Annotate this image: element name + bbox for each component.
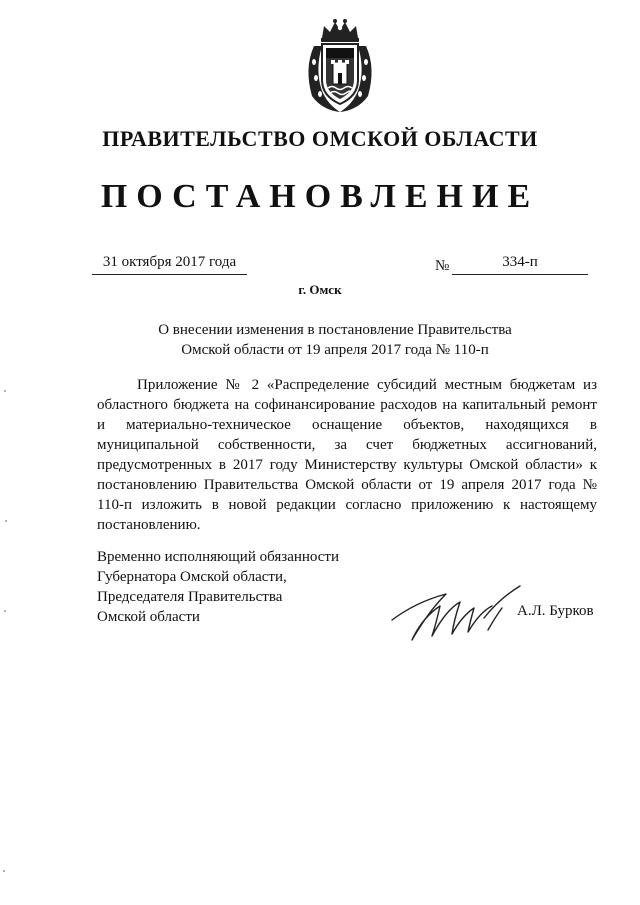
scan-speck <box>5 520 7 522</box>
document-number: 334-п <box>452 254 588 275</box>
government-name: ПРАВИТЕЛЬСТВО ОМСКОЙ ОБЛАСТИ <box>102 126 538 151</box>
signatory-line-1: Временно исполняющий обязанности <box>97 549 340 565</box>
subject-line-1: О внесении изменения в постановление Правительства <box>158 322 512 338</box>
scan-speck <box>4 610 6 612</box>
signatory-line-3: Председателя Правительства <box>97 589 283 605</box>
document-date: 31 октября 2017 года <box>92 254 247 275</box>
signatory-line-4: Омской области <box>97 609 200 625</box>
scan-speck <box>4 390 6 392</box>
body-paragraph: Приложение № 2 «Распределение субсидий местным бюджетам из областного бюджета на софинансирование расходов на капитальный ремонт и материально-техническое оснащение объектов, находящихся в муниципальной собственности, за счет бюджетных ассигнований, предусмотренных в 2017 году Министерству культуры Омской области» к постановлению Правительства Омской области от 19 апреля 2017 года № 110-п изложить в новой редакции согласно приложению к настоящему постановлению. <box>97 377 597 533</box>
signer-name: А.Л. Бурков <box>517 603 594 619</box>
document-number-label: № <box>435 258 450 274</box>
handwritten-signature <box>388 572 523 644</box>
signatory-position <box>97 547 397 627</box>
subject-line-2: Омской области от 19 апреля 2017 года № 110-п <box>181 342 489 358</box>
coat-of-arms-icon <box>300 18 380 114</box>
document-subject <box>150 320 520 360</box>
document-type-title: ПОСТАНОВЛЕНИЕ <box>100 178 540 215</box>
city-name: г. Омск <box>298 282 342 297</box>
signatory-line-2: Губернатора Омской области, <box>97 569 287 585</box>
scan-speck <box>3 870 5 872</box>
